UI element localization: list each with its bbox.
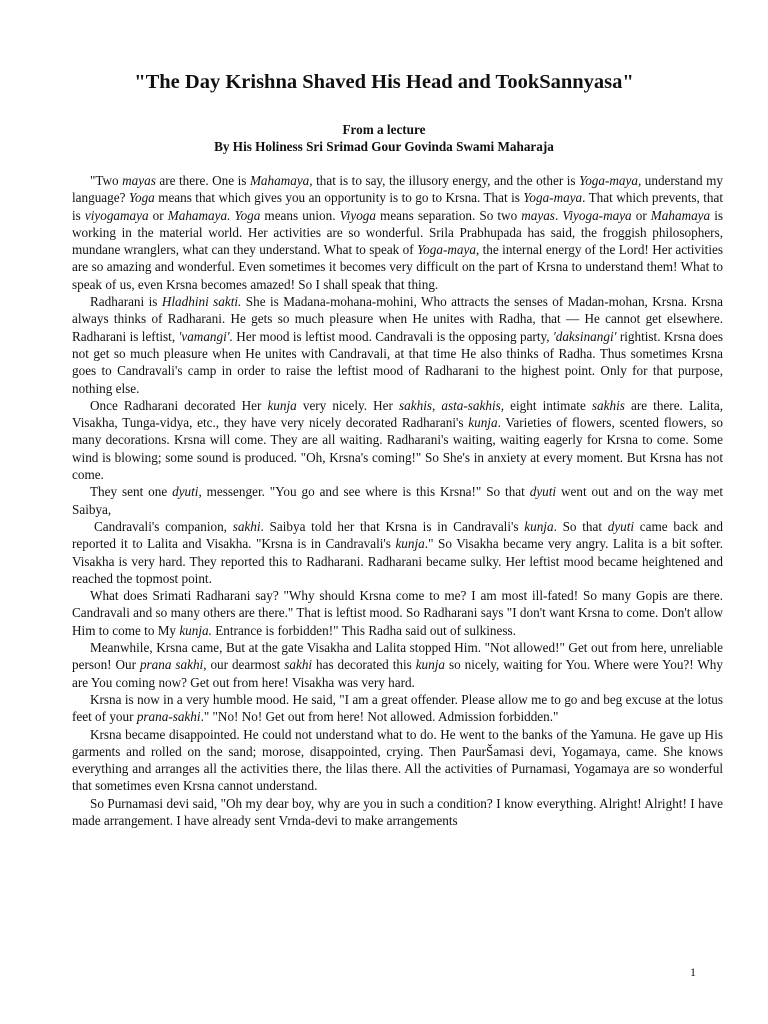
text-run: or <box>148 207 168 223</box>
text-run: eight intimate <box>504 397 592 413</box>
italic-term: mayas <box>521 207 555 223</box>
text-run: has decorated this <box>312 657 416 673</box>
paragraph <box>72 587 723 639</box>
text-run: "Two <box>90 173 123 188</box>
text-run: ." "No! No! Get out from here! Not allowed. Admission forbidden." <box>200 709 559 725</box>
text-run: means separation. So two <box>375 207 522 223</box>
text-run: Radharani is <box>90 294 162 310</box>
text-run: rightist. Krsna does not get so much pleasure when He unites with Candravali, at that time He also thinks of Radha. Thus sometimes Krsna goes to Candravali's camp in order to raise the leftist mood of Radharani to the highest point. Only for that purpose, nothing else. <box>72 328 723 396</box>
text-run: means that which gives you an opportunity is to go to Krsna. That is <box>154 190 524 206</box>
body-text <box>72 172 723 829</box>
text-run: What does Srimati Radharani say? "Why should Krsna come to me? I am most ill-fated! So many Gopis are there. Candravali and so many others are there." That is leftist mood. So Radharani says "I don't want Krsna to come. Don't allow Him to come to My <box>72 588 723 638</box>
italic-term: dyuti <box>172 484 199 500</box>
italic-term: 'vamangi'. <box>178 328 233 344</box>
text-run: They sent one <box>90 484 173 500</box>
italic-term: Viyoga-maya <box>562 207 632 223</box>
text-run: . So that <box>553 518 608 534</box>
subtitle-source: From a lecture <box>342 122 426 137</box>
italic-term: kunja <box>395 536 425 552</box>
italic-term: prana-sakhi <box>136 709 201 725</box>
text-run: Meanwhile, Krsna came, But at the gate Visakha and Lalita stopped Him. "Not allowed!" Get out from here, unreliable person! Our <box>72 640 723 673</box>
text-run: are there. One is <box>155 173 250 188</box>
text-run: very nicely. Her <box>296 397 400 413</box>
paragraph <box>72 639 723 691</box>
italic-term: Yoga-maya, <box>579 173 642 188</box>
text-run: went out and on the way met Saibya, <box>72 484 723 517</box>
italic-term: viyogamaya <box>84 207 149 223</box>
text-run: Krsna is now in a very humble mood. He said, "I am a great offender. Please allow me to go and beg excuse at the lotus feet of your <box>72 691 723 725</box>
text-run: . <box>554 207 563 223</box>
text-run: Once Radharani decorated Her <box>90 397 268 413</box>
page-number: 1 <box>690 965 696 979</box>
text-run: ." So Visakha became very angry. Lalita is a bit softer. Visakha is very hard. They reported this to Radharani. Radharani became sulky. Her leftist mood became heightened and reached the topmost point. <box>72 536 723 586</box>
italic-term: kunja <box>267 397 297 413</box>
italic-term: kunja. <box>179 622 212 638</box>
paragraph <box>72 795 723 830</box>
paragraph <box>72 293 723 397</box>
text-run: Candravali's companion, <box>94 518 233 534</box>
text-run: , messenger. "You go and see where is this Krsna!" So that <box>198 484 530 500</box>
text-run: is working in the material world. Her activities are so wonderful. Srila Prabhupada has said, the froggish philosophers, mundane wranglers, what can they understand. What to speak of <box>72 207 724 258</box>
text-run: understand my language? <box>72 173 724 206</box>
subtitle-author: By His Holiness Sri Srimad Gour Govinda Swami Maharaja <box>214 139 554 154</box>
italic-term: sakhi <box>232 518 261 534</box>
italic-term: sakhis, <box>399 397 436 413</box>
text-run: that is to say, the illusory energy, and the other is <box>312 173 580 188</box>
text-run: means union. <box>260 207 340 223</box>
text-run: . That which prevents, that is <box>72 190 724 223</box>
italic-term: kunja <box>468 415 498 431</box>
text-run: Krsna became disappointed. He could not understand what to do. He went to the banks of the Yamuna. He gave up His garments and rolled on the sand; morose, disappointed, crying. Then PaurŠamasi devi, Yogamaya, came. She knows everything and arranges all the activities there, the lilas there. All the activities of Purnamasi, Yogamaya are so wonderful that sometimes even Krsna cannot understand. <box>72 726 723 794</box>
italic-term: Yoga <box>234 207 261 223</box>
text-run: . Saibya told her that Krsna is in Candravali's <box>260 518 525 534</box>
italic-term: kunja <box>415 657 446 673</box>
italic-term: mayas <box>122 173 156 188</box>
paragraph <box>72 397 723 483</box>
italic-term: Yoga-maya <box>417 242 476 258</box>
italic-term: Mahamaya, <box>249 173 313 188</box>
italic-term: 'daksinangi' <box>552 328 617 344</box>
text-run: Entrance is forbidden!" This Radha said out of sulkiness. <box>211 622 516 638</box>
text-run: are there. Lalita, Visakha, Tunga-vidya, etc., they have very nicely decorated Radharani's <box>72 397 723 431</box>
italic-term: Viyoga <box>339 207 376 223</box>
italic-term: Yoga <box>128 190 155 206</box>
italic-term: sakhi <box>284 657 313 673</box>
paragraph <box>72 172 723 293</box>
italic-term: Hladhini sakti. <box>161 294 242 310</box>
text-run: . Varieties of flowers, scented flowers, so many decorations. Krsna will come. They are all waiting. Radharani's waiting, waiting eagerly for Krsna to come. Some wind is blowing; some sound is produced. "Oh, Krsna's coming!" So She's in anxiety at every moment. But Krsna has not come. <box>72 415 723 483</box>
paragraph <box>72 691 723 726</box>
italic-term: Yoga-maya <box>523 190 583 206</box>
italic-term: Mahamaya <box>650 207 711 223</box>
paragraph <box>72 726 723 795</box>
italic-term: Mahamaya. <box>167 207 231 223</box>
text-run: or <box>631 207 651 223</box>
text-run: She is Madana-mohana-mohini, Who attracts the senses of Madan-mohan, Krsna. Krsna always thinks of Radharani. He gets so much pleasure when He unites with Radha, that — He cannot get elsewhere. Radharani is leftist, <box>72 294 723 344</box>
italic-term: dyuti <box>529 484 557 500</box>
italic-term: kunja <box>524 518 554 534</box>
text-run: , our dearmost <box>203 657 285 673</box>
text-run: came back and reported it to Lalita and Visakha. "Krsna is in Candravali's <box>72 518 723 552</box>
paragraph <box>72 483 723 518</box>
text-run: So Purnamasi devi said, "Oh my dear boy, why are you in such a condition? I know everything. Alright! Alright! I have made arrangement. I have already sent Vrnda-devi to make arrangements <box>72 795 723 828</box>
page-title: "The Day Krishna Shaved His Head and TookSannyasa" <box>134 71 634 93</box>
italic-term: asta-sakhis, <box>441 397 505 413</box>
text-run: so nicely, waiting for You. Where were You?! Why are You coming now? Get out from here! Visakha was very hard. <box>72 657 723 690</box>
text-run: , the internal energy of the Lord! Her activities are so amazing and wonderful. Even sometimes it becomes very difficult on the part of Krsna to understand them! What to speak of us, even Krsna becomes amazed! So I shall speak that thing. <box>72 242 723 292</box>
italic-term: sakhis <box>591 397 625 413</box>
paragraph <box>72 518 723 587</box>
italic-term: prana sakhi <box>139 657 204 673</box>
text-run: Her mood is leftist mood. Candravali is the opposing party, <box>232 328 553 344</box>
italic-term: dyuti <box>607 518 635 534</box>
